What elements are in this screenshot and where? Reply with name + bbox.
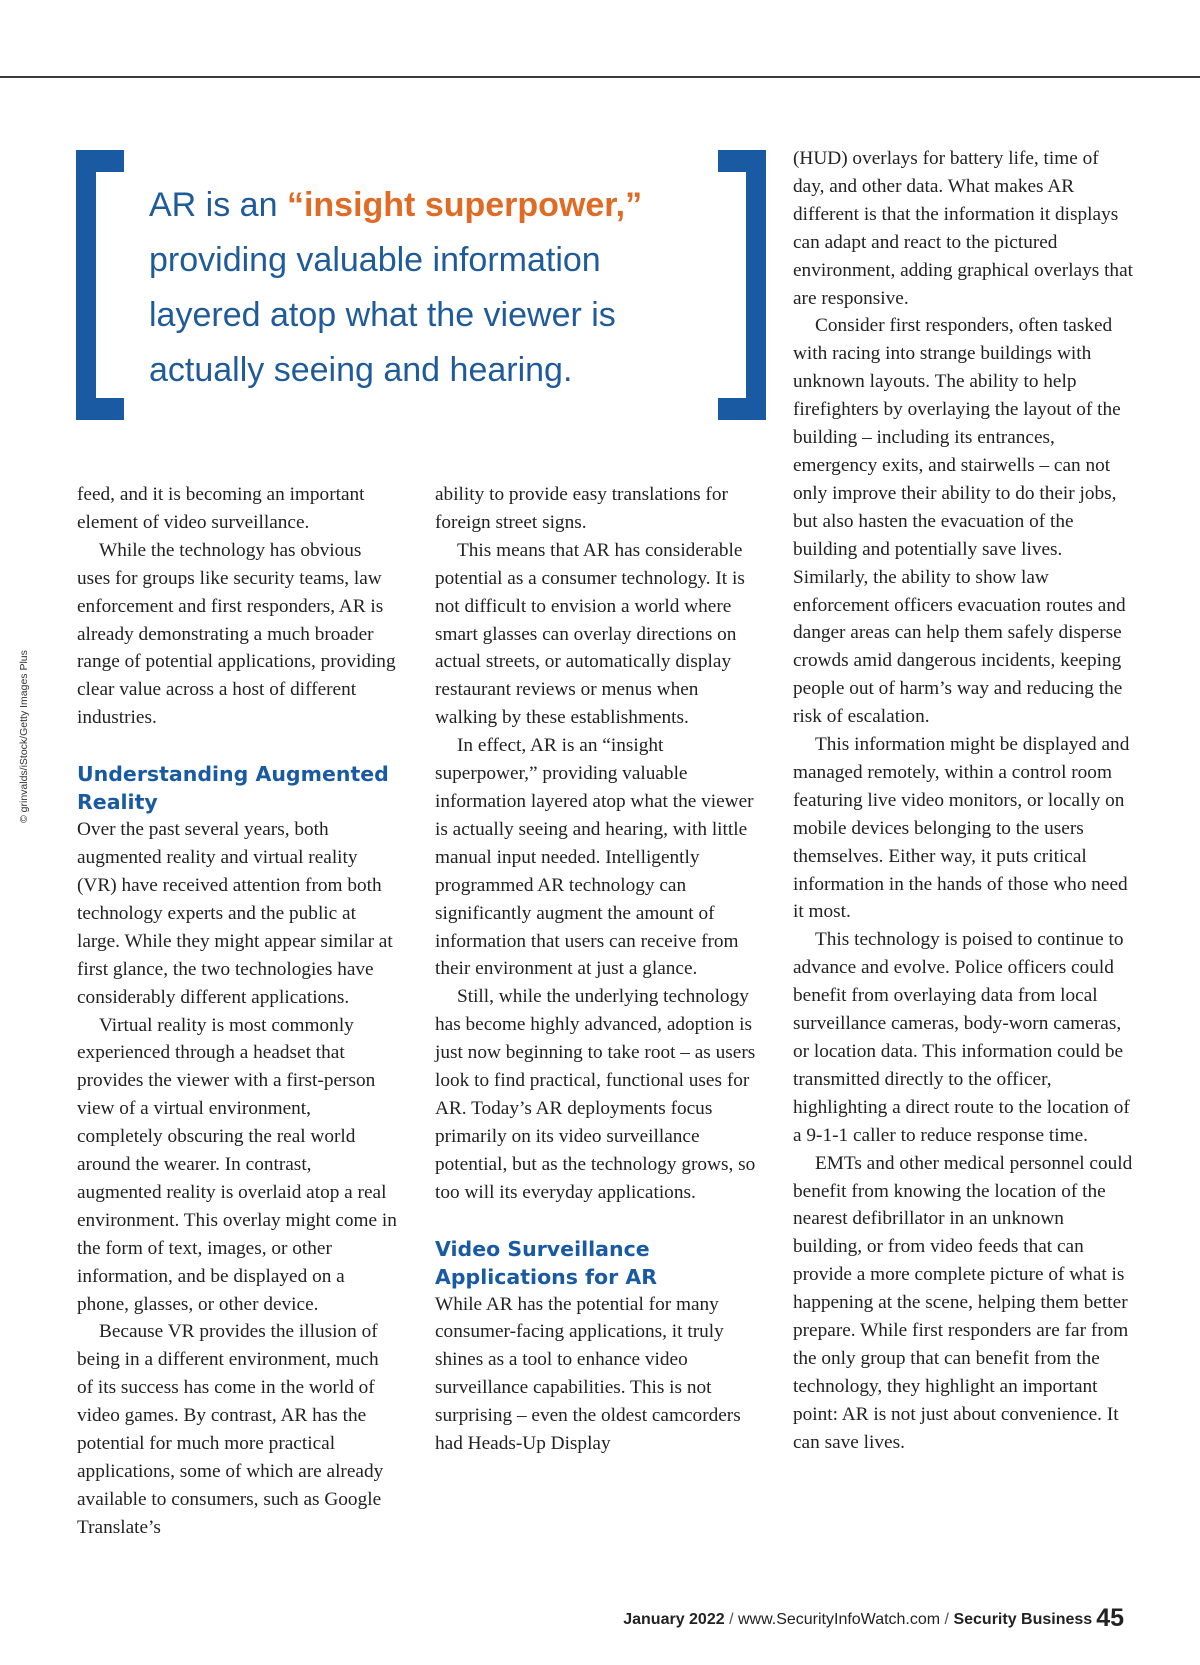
page-footer — [623, 1604, 1124, 1633]
column-1 — [77, 481, 399, 1542]
pull-quote-text — [149, 178, 709, 398]
column-3 — [793, 145, 1133, 1457]
footer-date: January 2022 — [623, 1611, 725, 1628]
paragraph: This means that AR has considerable potential as a consumer technology. It is not difficult to envision a world where smart glasses can overlay directions on actual streets, or automatically display restaurant reviews or menus when walking by these establishments. — [435, 539, 745, 729]
pull-quote-suffix: providing valuable information layered atop what the viewer is actually seeing and hearing. — [149, 241, 616, 389]
footer-publication: Security Business — [953, 1611, 1093, 1628]
paragraph: This information might be displayed and managed remotely, within a control room featuring live video monitors, or locally on mobile devices belonging to the users themselves. Either way, it puts critical information in the hands of those who need it most. — [793, 734, 1130, 923]
paragraph: While AR has the potential for many consumer-facing applications, it truly shines as a tool to enhance video surveillance capabilities. This is not surprising – even the oldest camcorders had Heads-Up Display — [435, 1293, 741, 1455]
footer-separator: / — [724, 1611, 738, 1628]
right-bracket-icon — [746, 150, 766, 420]
paragraph: feed, and it is becoming an important element of video surveillance. — [77, 484, 365, 533]
paragraph: Over the past several years, both augmented reality and virtual reality (VR) have received attention from both technology experts and the public at large. While they might appear similar at first glance, the two technologies have considerably different applications. — [77, 819, 393, 1008]
paragraph: While the technology has obvious uses for groups like security teams, law enforcement and first responders, AR is already demonstrating a much broader range of potential applications, providing clear value across a host of different industries. — [77, 539, 396, 729]
paragraph: (HUD) overlays for battery life, time of day, and other data. What makes AR different is that the information it displays can adapt and react to the pictured environment, adding graphical overlays that are responsive. — [793, 148, 1133, 309]
left-bracket-icon — [76, 150, 96, 420]
pull-quote — [76, 150, 766, 420]
footer-site-link: www.SecurityInfoWatch.com — [737, 1611, 941, 1628]
header-rule — [0, 76, 1200, 78]
paragraph: This technology is poised to continue to advance and evolve. Police officers could benefit from overlaying data from local surveillance cameras, body-worn cameras, or location data. This information could be transmitted directly to the officer, highlighting a direct route to the location of a 9-1-1 caller to reduce response time. — [793, 929, 1130, 1146]
paragraph: Consider first responders, often tasked with racing into strange buildings with unknown layouts. The ability to help firefighters by overlaying the layout of the building – including its entrances, emergency exits, and stairwells – can not only improve their ability to do their jobs, but also hasten the evacuation of the building and potentially save lives. Similarly, the ability to show law enforcement officers evacuation routes and danger areas can help them safely disperse crowds amid dangerous incidents, keeping people out of harm’s way and reducing the risk of escalation. — [793, 315, 1126, 728]
pull-quote-highlight: “insight superpower,” — [286, 186, 643, 224]
paragraph: Still, while the underlying technology has become highly advanced, adoption is just now beginning to take root – as users look to find practical, functional uses for AR. Today’s AR deployments focus primarily on its video surveillance potential, but as the technology grows, so too will its everyday applications. — [435, 986, 756, 1203]
column-2 — [435, 481, 757, 1458]
footer-separator: / — [940, 1611, 954, 1628]
page-number: 45 — [1096, 1604, 1124, 1632]
paragraph: Virtual reality is most commonly experienced through a headset that provides the viewer with a first-person view of a virtual environment, completely obscuring the real world around the wearer. In contrast, augmented reality is overlaid atop a real environment. This overlay might come in the form of text, images, or other information, and be displayed on a phone, glasses, or other device. — [77, 1014, 397, 1315]
paragraph: ability to provide easy translations for foreign street signs. — [435, 484, 728, 533]
paragraph: In effect, AR is an “insight superpower,” providing valuable information layered atop what the viewer is actually seeing and hearing, with little manual input needed. Intelligently programmed AR technology can significantly augment the amount of information that users can receive from their environment at just a glance. — [435, 735, 754, 980]
section-heading: Video Surveillance Applications for AR — [435, 1236, 657, 1289]
pull-quote-prefix: AR is an — [149, 186, 287, 224]
section-heading: Understanding Augmented Reality — [77, 762, 389, 815]
photo-credit: © grinvalds/iStock/Getty Images Plus — [18, 650, 30, 823]
paragraph: EMTs and other medical personnel could benefit from knowing the location of the nearest defibrillator in an unknown building, or from video feeds that can provide a more complete picture of what is happening at the scene, helping them better prepare. While first responders are far from the only group that can benefit from the technology, they highlight an important point: AR is not just about convenience. It can save lives. — [793, 1152, 1133, 1453]
paragraph: Because VR provides the illusion of being in a different environment, much of its success has come in the world of video games. By contrast, AR has the potential for much more practical applications, some of which are already available to consumers, such as Google Translate’s — [77, 1321, 384, 1538]
